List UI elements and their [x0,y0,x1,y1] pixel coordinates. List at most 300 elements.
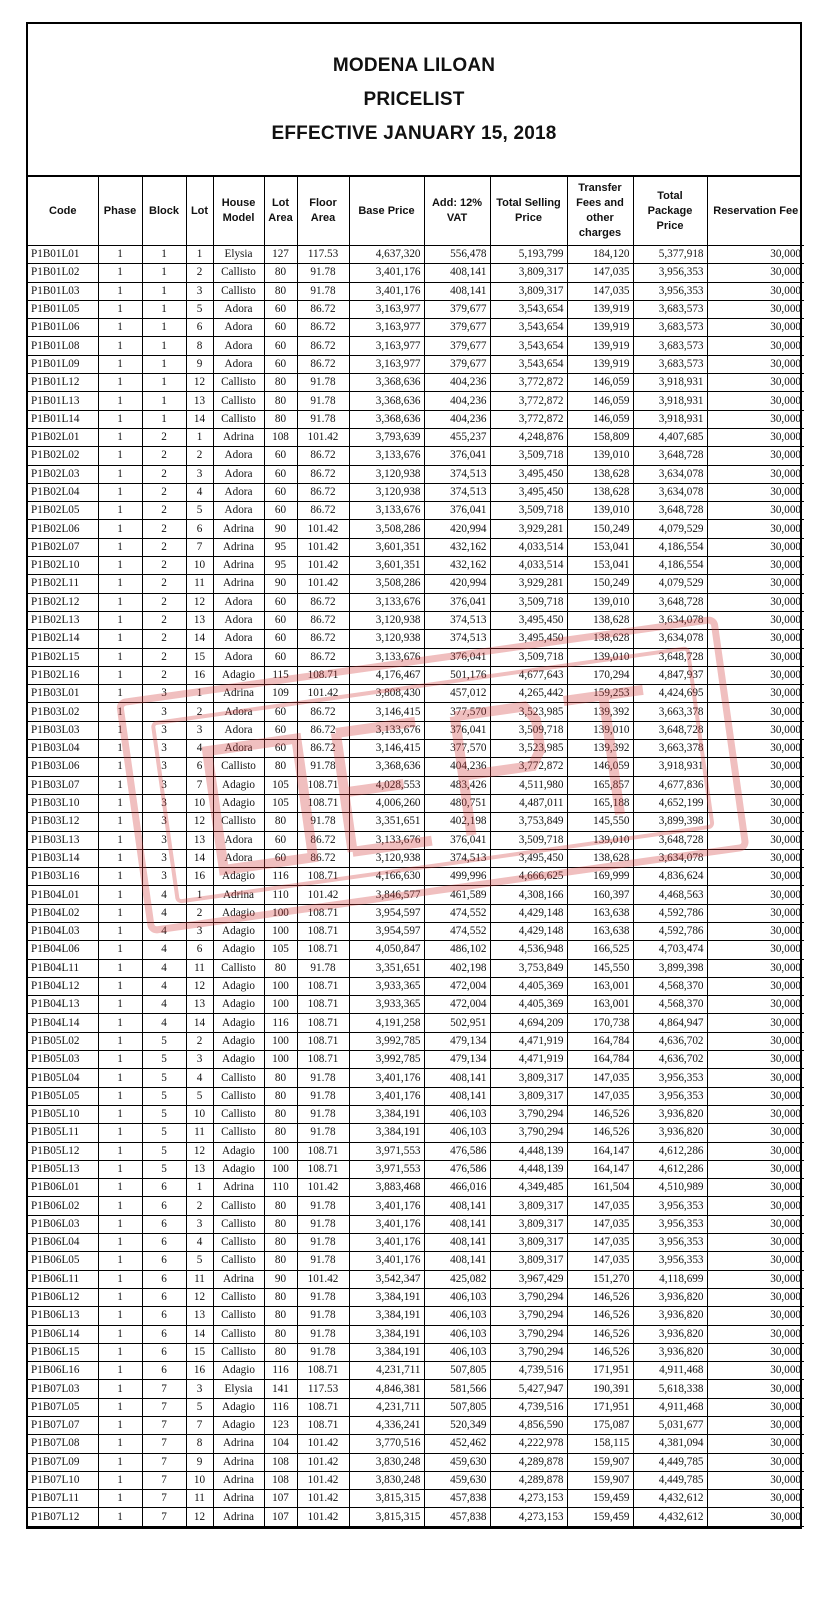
table-row [28,666,804,684]
cell-floor-area: 91.78 [297,1197,349,1215]
cell-lot-area: 116 [264,1362,297,1380]
cell-lot: 3 [186,465,213,483]
cell-block: 4 [142,941,186,959]
cell-lot-area: 60 [264,502,297,520]
cell-lot: 2 [186,264,213,282]
cell-vat: 472,004 [424,996,490,1014]
table-row [28,1307,804,1325]
cell-total-selling-price: 4,308,166 [490,886,567,904]
cell-reservation-fee: 30,000 [707,703,804,721]
cell-block: 2 [142,666,186,684]
cell-house-model: Elysia [213,246,264,264]
cell-total-selling-price: 3,772,872 [490,410,567,428]
cell-phase: 1 [98,575,142,593]
cell-code: P1B01L08 [28,337,98,355]
cell-vat: 408,141 [424,1234,490,1252]
cell-house-model: Adrina [213,1490,264,1508]
cell-code: P1B01L14 [28,410,98,428]
cell-house-model: Adagio [213,1160,264,1178]
cell-house-model: Adora [213,611,264,629]
cell-phase: 1 [98,721,142,739]
cell-base-price: 3,830,248 [349,1453,424,1471]
cell-vat: 466,016 [424,1179,490,1197]
cell-lot-area: 60 [264,703,297,721]
cell-reservation-fee: 30,000 [707,319,804,337]
cell-phase: 1 [98,1215,142,1233]
table-body [28,246,804,1527]
cell-total-package-price: 3,648,728 [633,447,707,465]
cell-phase: 1 [98,922,142,940]
table-row [28,410,804,428]
table-row [28,831,804,849]
cell-block: 3 [142,776,186,794]
cell-base-price: 4,166,630 [349,868,424,886]
cell-base-price: 3,601,351 [349,538,424,556]
cell-transfer-fees: 153,041 [567,557,633,575]
cell-lot: 13 [186,611,213,629]
cell-phase: 1 [98,648,142,666]
cell-lot-area: 80 [264,758,297,776]
cell-total-selling-price: 5,427,947 [490,1380,567,1398]
cell-total-selling-price: 3,753,849 [490,813,567,831]
cell-lot-area: 80 [264,1105,297,1123]
cell-floor-area: 91.78 [297,1252,349,1270]
cell-house-model: Adagio [213,1142,264,1160]
cell-lot-area: 60 [264,355,297,373]
cell-phase: 1 [98,1325,142,1343]
cell-block: 6 [142,1234,186,1252]
cell-code: P1B01L06 [28,319,98,337]
cell-base-price: 3,793,639 [349,428,424,446]
cell-transfer-fees: 139,010 [567,447,633,465]
cell-code: P1B03L12 [28,813,98,831]
cell-house-model: Adrina [213,1508,264,1526]
cell-lot: 4 [186,483,213,501]
cell-house-model: Callisto [213,1343,264,1361]
cell-vat: 476,586 [424,1160,490,1178]
cell-base-price: 4,176,467 [349,666,424,684]
cell-total-selling-price: 4,405,369 [490,977,567,995]
col-header: Base Price [349,177,424,246]
cell-transfer-fees: 139,919 [567,337,633,355]
cell-phase: 1 [98,959,142,977]
cell-reservation-fee: 30,000 [707,1307,804,1325]
cell-lot-area: 105 [264,776,297,794]
cell-lot: 6 [186,758,213,776]
cell-lot: 11 [186,1490,213,1508]
cell-reservation-fee: 30,000 [707,740,804,758]
cell-lot-area: 60 [264,648,297,666]
cell-lot: 12 [186,1508,213,1526]
table-row [28,374,804,392]
cell-total-selling-price: 3,809,317 [490,1197,567,1215]
cell-code: P1B02L14 [28,630,98,648]
cell-vat: 502,951 [424,1014,490,1032]
cell-vat: 507,805 [424,1362,490,1380]
cell-code: P1B05L05 [28,1087,98,1105]
cell-lot-area: 110 [264,1179,297,1197]
cell-house-model: Adagio [213,996,264,1014]
cell-floor-area: 101.42 [297,685,349,703]
cell-total-package-price: 3,648,728 [633,593,707,611]
cell-base-price: 3,133,676 [349,721,424,739]
cell-total-selling-price: 4,289,878 [490,1471,567,1489]
cell-base-price: 3,508,286 [349,520,424,538]
cell-phase: 1 [98,611,142,629]
cell-total-package-price: 3,663,378 [633,703,707,721]
cell-total-package-price: 3,956,353 [633,1215,707,1233]
cell-vat: 376,041 [424,502,490,520]
cell-block: 1 [142,246,186,264]
cell-total-package-price: 4,864,947 [633,1014,707,1032]
cell-code: P1B06L13 [28,1307,98,1325]
cell-base-price: 3,133,676 [349,831,424,849]
cell-vat: 406,103 [424,1288,490,1306]
cell-floor-area: 86.72 [297,337,349,355]
cell-lot-area: 123 [264,1417,297,1435]
cell-lot: 3 [186,282,213,300]
cell-transfer-fees: 138,628 [567,483,633,501]
cell-transfer-fees: 147,035 [567,1069,633,1087]
cell-phase: 1 [98,666,142,684]
cell-reservation-fee: 30,000 [707,1069,804,1087]
cell-lot: 5 [186,1252,213,1270]
cell-lot: 2 [186,1032,213,1050]
cell-reservation-fee: 30,000 [707,1417,804,1435]
cell-code: P1B02L12 [28,593,98,611]
cell-floor-area: 86.72 [297,319,349,337]
cell-phase: 1 [98,1398,142,1416]
cell-lot-area: 80 [264,1215,297,1233]
cell-block: 5 [142,1160,186,1178]
cell-block: 2 [142,428,186,446]
cell-floor-area: 101.42 [297,1179,349,1197]
cell-vat: 404,236 [424,410,490,428]
document-title: PRICELIST [363,88,465,110]
cell-vat: 374,513 [424,849,490,867]
cell-floor-area: 117.53 [297,1380,349,1398]
cell-transfer-fees: 146,526 [567,1325,633,1343]
cell-reservation-fee: 30,000 [707,849,804,867]
cell-block: 2 [142,465,186,483]
cell-house-model: Callisto [213,392,264,410]
cell-code: P1B02L13 [28,611,98,629]
cell-phase: 1 [98,557,142,575]
cell-floor-area: 101.42 [297,575,349,593]
cell-block: 4 [142,904,186,922]
cell-vat: 374,513 [424,483,490,501]
cell-total-package-price: 3,899,398 [633,813,707,831]
cell-floor-area: 101.42 [297,428,349,446]
cell-block: 2 [142,557,186,575]
cell-lot: 12 [186,813,213,831]
cell-base-price: 3,384,191 [349,1307,424,1325]
table-row [28,392,804,410]
cell-phase: 1 [98,392,142,410]
cell-transfer-fees: 159,907 [567,1453,633,1471]
cell-floor-area: 101.42 [297,520,349,538]
cell-block: 5 [142,1069,186,1087]
cell-transfer-fees: 151,270 [567,1270,633,1288]
table-row [28,611,804,629]
cell-lot-area: 108 [264,428,297,446]
cell-reservation-fee: 30,000 [707,1343,804,1361]
cell-phase: 1 [98,300,142,318]
cell-floor-area: 91.78 [297,1307,349,1325]
cell-vat: 459,630 [424,1471,490,1489]
cell-lot: 3 [186,922,213,940]
cell-code: P1B07L05 [28,1398,98,1416]
cell-total-package-price: 3,648,728 [633,721,707,739]
cell-code: P1B03L10 [28,794,98,812]
cell-base-price: 3,133,676 [349,447,424,465]
cell-code: P1B02L15 [28,648,98,666]
cell-floor-area: 86.72 [297,502,349,520]
cell-phase: 1 [98,849,142,867]
cell-vat: 556,478 [424,246,490,264]
cell-house-model: Callisto [213,1069,264,1087]
cell-reservation-fee: 30,000 [707,1288,804,1306]
cell-phase: 1 [98,410,142,428]
cell-total-package-price: 3,936,820 [633,1124,707,1142]
cell-code: P1B02L06 [28,520,98,538]
cell-code: P1B06L16 [28,1362,98,1380]
cell-phase: 1 [98,282,142,300]
cell-transfer-fees: 170,738 [567,1014,633,1032]
cell-total-selling-price: 3,790,294 [490,1105,567,1123]
cell-lot-area: 80 [264,282,297,300]
cell-total-package-price: 4,636,702 [633,1032,707,1050]
table-row [28,685,804,703]
cell-total-package-price: 3,634,078 [633,849,707,867]
cell-lot: 2 [186,447,213,465]
cell-base-price: 4,050,847 [349,941,424,959]
cell-code: P1B01L03 [28,282,98,300]
cell-lot: 14 [186,1014,213,1032]
cell-transfer-fees: 159,253 [567,685,633,703]
cell-floor-area: 108.71 [297,941,349,959]
cell-house-model: Adrina [213,886,264,904]
table-row [28,1252,804,1270]
cell-total-selling-price: 4,273,153 [490,1508,567,1526]
cell-lot-area: 100 [264,977,297,995]
cell-lot: 13 [186,392,213,410]
cell-total-package-price: 4,432,612 [633,1508,707,1526]
cell-total-selling-price: 4,739,516 [490,1398,567,1416]
table-row [28,886,804,904]
cell-total-selling-price: 4,666,625 [490,868,567,886]
cell-block: 7 [142,1417,186,1435]
cell-base-price: 3,401,176 [349,282,424,300]
cell-lot: 10 [186,794,213,812]
table-row [28,868,804,886]
cell-vat: 408,141 [424,1252,490,1270]
cell-vat: 461,589 [424,886,490,904]
cell-vat: 377,570 [424,703,490,721]
table-row [28,996,804,1014]
cell-transfer-fees: 153,041 [567,538,633,556]
cell-block: 2 [142,483,186,501]
cell-code: P1B02L05 [28,502,98,520]
cell-lot-area: 90 [264,1270,297,1288]
cell-transfer-fees: 170,294 [567,666,633,684]
cell-lot-area: 90 [264,575,297,593]
cell-house-model: Adagio [213,794,264,812]
cell-vat: 374,513 [424,630,490,648]
cell-house-model: Adrina [213,557,264,575]
cell-transfer-fees: 159,459 [567,1508,633,1526]
cell-total-selling-price: 3,543,654 [490,337,567,355]
cell-reservation-fee: 30,000 [707,1398,804,1416]
cell-total-selling-price: 4,265,442 [490,685,567,703]
cell-total-package-price: 3,648,728 [633,502,707,520]
cell-phase: 1 [98,1051,142,1069]
cell-lot-area: 80 [264,1325,297,1343]
cell-base-price: 3,368,636 [349,758,424,776]
cell-lot: 13 [186,1307,213,1325]
cell-total-package-price: 4,407,685 [633,428,707,446]
cell-total-selling-price: 3,772,872 [490,374,567,392]
cell-total-package-price: 5,377,918 [633,246,707,264]
table-row [28,447,804,465]
cell-block: 4 [142,922,186,940]
table-row [28,538,804,556]
cell-code: P1B05L10 [28,1105,98,1123]
cell-floor-area: 91.78 [297,813,349,831]
cell-lot-area: 60 [264,849,297,867]
table-row [28,1105,804,1123]
col-header: Lot [186,177,213,246]
cell-house-model: Callisto [213,813,264,831]
table-row [28,520,804,538]
cell-floor-area: 101.42 [297,557,349,575]
cell-lot-area: 95 [264,538,297,556]
table-row [28,1508,804,1526]
cell-phase: 1 [98,337,142,355]
cell-vat: 376,041 [424,447,490,465]
cell-total-package-price: 3,899,398 [633,959,707,977]
cell-phase: 1 [98,1453,142,1471]
cell-transfer-fees: 138,628 [567,611,633,629]
cell-code: P1B04L06 [28,941,98,959]
cell-lot-area: 60 [264,465,297,483]
cell-vat: 432,162 [424,557,490,575]
cell-phase: 1 [98,703,142,721]
cell-total-package-price: 4,612,286 [633,1160,707,1178]
cell-base-price: 3,368,636 [349,410,424,428]
cell-code: P1B07L10 [28,1471,98,1489]
col-header: Total Package Price [633,177,707,246]
cell-reservation-fee: 30,000 [707,721,804,739]
cell-lot-area: 100 [264,922,297,940]
cell-code: P1B01L09 [28,355,98,373]
cell-vat: 404,236 [424,758,490,776]
cell-phase: 1 [98,447,142,465]
cell-phase: 1 [98,1160,142,1178]
cell-floor-area: 86.72 [297,300,349,318]
cell-house-model: Callisto [213,758,264,776]
cell-total-package-price: 3,683,573 [633,319,707,337]
cell-vat: 408,141 [424,264,490,282]
table-row [28,1417,804,1435]
cell-house-model: Adora [213,593,264,611]
cell-lot: 7 [186,1417,213,1435]
cell-transfer-fees: 139,919 [567,319,633,337]
cell-code: P1B04L13 [28,996,98,1014]
cell-lot: 2 [186,1197,213,1215]
cell-reservation-fee: 30,000 [707,813,804,831]
cell-block: 6 [142,1288,186,1306]
cell-vat: 376,041 [424,593,490,611]
table-row [28,721,804,739]
cell-house-model: Adagio [213,1014,264,1032]
cell-floor-area: 91.78 [297,1124,349,1142]
cell-code: P1B07L03 [28,1380,98,1398]
cell-vat: 499,996 [424,868,490,886]
cell-lot-area: 60 [264,593,297,611]
cell-house-model: Callisto [213,1087,264,1105]
cell-block: 6 [142,1270,186,1288]
cell-lot: 16 [186,666,213,684]
cell-block: 4 [142,886,186,904]
cell-block: 3 [142,740,186,758]
cell-floor-area: 86.72 [297,355,349,373]
cell-total-package-price: 4,186,554 [633,538,707,556]
cell-house-model: Elysia [213,1380,264,1398]
cell-vat: 457,838 [424,1490,490,1508]
cell-block: 4 [142,1014,186,1032]
cell-vat: 432,162 [424,538,490,556]
cell-vat: 408,141 [424,282,490,300]
cell-code: P1B05L03 [28,1051,98,1069]
cell-reservation-fee: 30,000 [707,776,804,794]
cell-lot: 14 [186,410,213,428]
table-row [28,1435,804,1453]
cell-block: 5 [142,1032,186,1050]
cell-total-selling-price: 5,193,799 [490,246,567,264]
cell-code: P1B03L13 [28,831,98,849]
table-row [28,630,804,648]
cell-reservation-fee: 30,000 [707,1215,804,1233]
cell-house-model: Adrina [213,520,264,538]
cell-base-price: 3,384,191 [349,1105,424,1123]
cell-reservation-fee: 30,000 [707,886,804,904]
cell-house-model: Callisto [213,410,264,428]
cell-reservation-fee: 30,000 [707,904,804,922]
cell-total-package-price: 3,634,078 [633,483,707,501]
cell-base-price: 3,808,430 [349,685,424,703]
cell-block: 1 [142,337,186,355]
table-row [28,428,804,446]
cell-base-price: 3,384,191 [349,1343,424,1361]
cell-reservation-fee: 30,000 [707,447,804,465]
cell-reservation-fee: 30,000 [707,1142,804,1160]
cell-total-selling-price: 3,809,317 [490,264,567,282]
cell-lot-area: 80 [264,1124,297,1142]
cell-base-price: 3,883,468 [349,1179,424,1197]
cell-reservation-fee: 30,000 [707,611,804,629]
cell-phase: 1 [98,1343,142,1361]
cell-phase: 1 [98,977,142,995]
cell-house-model: Adora [213,831,264,849]
cell-house-model: Callisto [213,1234,264,1252]
cell-block: 2 [142,538,186,556]
cell-total-package-price: 4,636,702 [633,1051,707,1069]
cell-transfer-fees: 150,249 [567,520,633,538]
cell-floor-area: 91.78 [297,264,349,282]
cell-vat: 452,462 [424,1435,490,1453]
cell-lot: 1 [186,428,213,446]
